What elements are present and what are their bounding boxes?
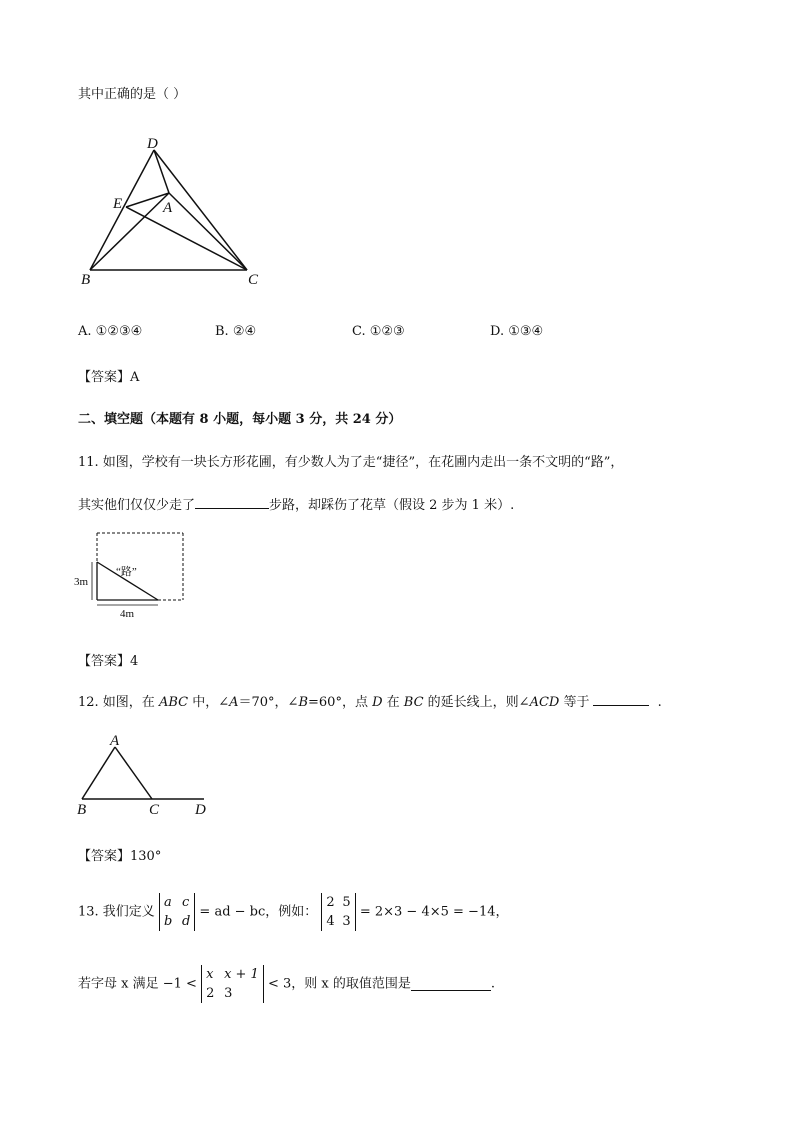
q11-line2	[78, 494, 514, 513]
q13-l2c: .	[490, 976, 496, 992]
answer-12: 【答案】130°	[78, 849, 162, 864]
q12-var-bc: BC	[403, 695, 424, 710]
label-a: A	[110, 733, 120, 749]
option-d: D. ①③④	[490, 324, 544, 339]
q13-l2a: 若字母 x 满足 −1 <	[78, 976, 197, 992]
det-cell: 4	[326, 914, 335, 929]
q11-text-b: 步路，却踩伤了花草（假设 2 步为 1 米）.	[269, 498, 515, 513]
label-a: A	[163, 200, 173, 216]
q13-lead: 13. 我们定义	[78, 904, 155, 920]
q12-var-d: D	[372, 695, 383, 710]
q12-var-acd: ACD	[529, 695, 560, 710]
q13-line2	[78, 965, 495, 1003]
figure-garden	[70, 528, 195, 620]
q13-l2b: < 3，则 x 的取值范围是	[267, 976, 411, 992]
q12-line	[78, 691, 662, 710]
det-cell: x + 1	[224, 967, 259, 982]
label-d: D	[147, 136, 158, 152]
q12-var-abc: ABC	[158, 695, 189, 710]
det-cell: 3	[342, 914, 351, 929]
label-e: E	[113, 196, 123, 212]
option-c: C. ①②③	[352, 324, 405, 339]
answer-11: 【答案】4	[78, 654, 139, 669]
q11-text-a: 其实他们仅仅少走了	[78, 498, 196, 513]
q12-text: 12. 如图，在	[78, 695, 159, 710]
q13-line1	[78, 893, 509, 931]
option-a: A. ①②③④	[78, 324, 143, 339]
det-cell: 5	[342, 895, 351, 910]
section-heading: 二、填空题（本题有 8 小题，每小题 3 分，共 24 分）	[78, 412, 402, 427]
q12-text: =60°，点	[308, 695, 373, 710]
label-c: C	[149, 802, 160, 818]
q12-text: .	[653, 695, 662, 710]
answer-10: 【答案】A	[78, 370, 140, 385]
label-b: B	[81, 272, 91, 288]
det-cell: 2	[326, 895, 335, 910]
determinant-example	[321, 893, 355, 931]
label-b: B	[77, 802, 87, 818]
determinant-definition	[159, 893, 195, 931]
det-cell: 3	[224, 986, 233, 1001]
answer-blank-12[interactable]	[593, 693, 649, 706]
det-cell: a	[163, 895, 172, 910]
intro-line: 其中正确的是（ ）	[78, 87, 187, 102]
figure-triangle-abc	[72, 730, 217, 822]
q13-ex-rhs: = 2×3 − 4×5 = −14，	[359, 904, 509, 920]
figure-triangle-dbc	[75, 130, 275, 295]
line-ec	[126, 207, 247, 270]
q12-text: 的延长线上，则∠	[423, 695, 530, 710]
det-cell: d	[181, 914, 191, 929]
q12-var-b: B	[298, 695, 309, 710]
label-width: 4m	[120, 608, 135, 620]
q11-line1: 11. 如图，学校有一块长方形花圃，有少数人为了走“捷径”，在花圃内走出一条不文明的“路”，	[78, 455, 624, 470]
line-ab	[82, 747, 115, 799]
q12-text: 在	[382, 695, 404, 710]
det-cell: c	[181, 895, 190, 910]
answer-blank-11[interactable]	[195, 496, 269, 509]
label-c: C	[248, 272, 259, 288]
q13-def-rhs: = ad − bc，例如：	[199, 904, 318, 920]
determinant-condition	[201, 965, 264, 1003]
q12-var-a: A	[229, 695, 239, 710]
det-cell: x	[206, 967, 214, 982]
line-ac	[169, 193, 247, 270]
label-d: D	[195, 802, 206, 818]
option-b: B. ②④	[215, 324, 257, 339]
line-ad	[154, 150, 169, 193]
line-ac	[115, 747, 152, 799]
q12-text: ＝70°，∠	[238, 695, 299, 710]
q12-text: 等于	[559, 695, 590, 710]
det-cell: 2	[206, 986, 215, 1001]
det-cell: b	[163, 914, 173, 929]
label-road: “路”	[116, 566, 137, 578]
q12-text: 中，∠	[188, 695, 230, 710]
line-ab	[90, 193, 169, 270]
label-height: 3m	[74, 576, 89, 588]
answer-blank-13[interactable]	[411, 978, 491, 991]
